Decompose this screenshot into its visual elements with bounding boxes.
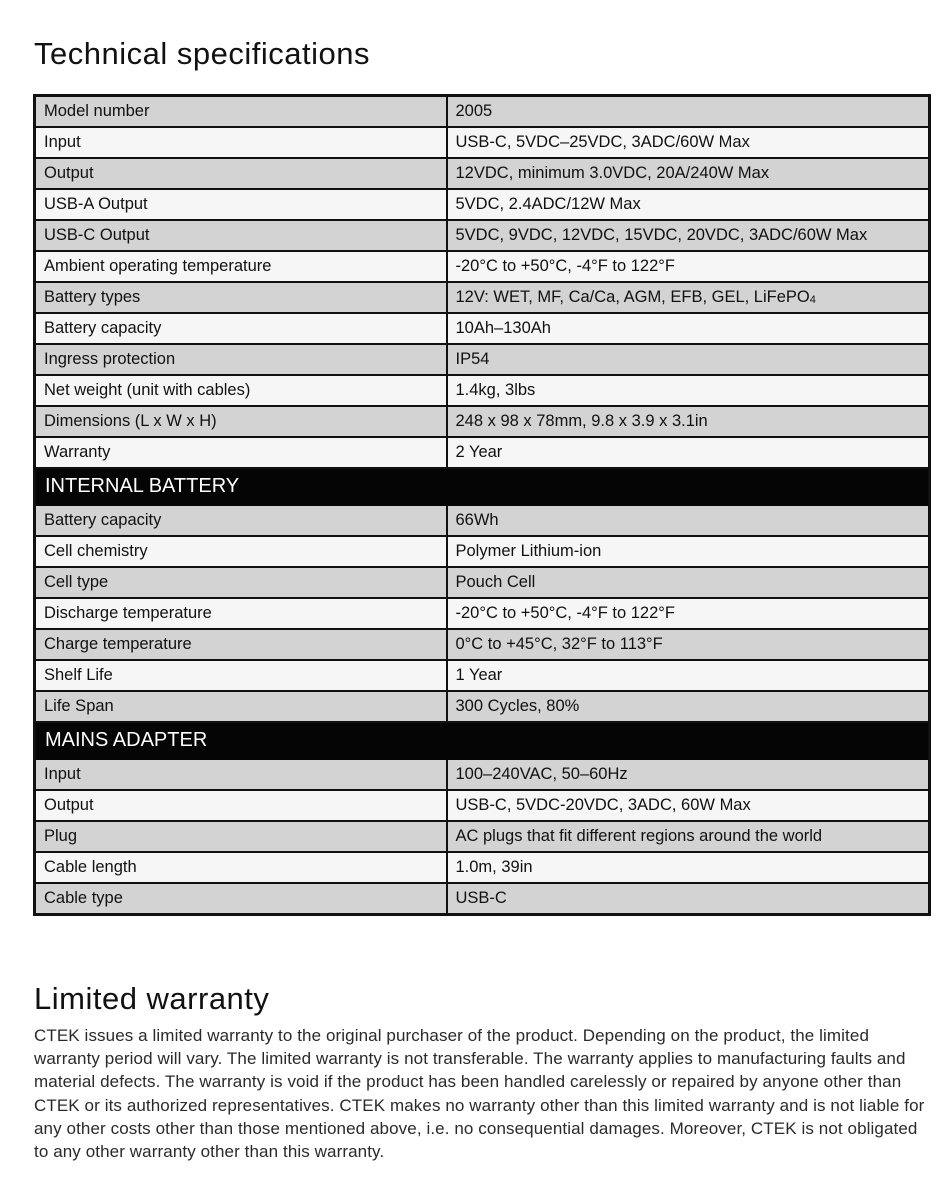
table-row (35, 189, 930, 220)
spec-value: 100–240VAC, 50–60Hz (447, 759, 930, 790)
table-row (35, 96, 930, 128)
spec-label: Warranty (35, 437, 447, 468)
table-row (35, 821, 930, 852)
page-title: Technical specifications (34, 36, 370, 71)
warranty-paragraph: CTEK issues a limited warranty to the original purchaser of the product. Depending on the product, the limited warranty period will vary. The limited warranty is not transferable. The warranty applies to manufacturing faults and material defects. The warranty is void if the product has been handled carelessly or repaired by anyone other than CTEK or its authorized representatives. CTEK makes no warranty other than this limited warranty and is not liable for any other costs other than those mentioned above, i.e. no consequential damages. Moreover, CTEK is not obligated to any other warranty other than this warranty. (34, 1026, 925, 1162)
spec-label: Ambient operating temperature (35, 251, 447, 282)
table-row (35, 220, 930, 251)
table-row (35, 251, 930, 282)
table-row (35, 759, 930, 790)
subscript-text: 4 (809, 294, 816, 306)
section-title: INTERNAL BATTERY (35, 468, 930, 505)
table-row (35, 790, 930, 821)
table-row (35, 127, 930, 158)
spec-label: Battery capacity (35, 505, 447, 536)
spec-value: -20°C to +50°C, -4°F to 122°F (447, 251, 930, 282)
spec-label: Battery capacity (35, 313, 447, 344)
table-row (35, 375, 930, 406)
spec-value: 12VDC, minimum 3.0VDC, 20A/240W Max (447, 158, 930, 189)
spec-table (33, 94, 931, 916)
table-row (35, 505, 930, 536)
spec-label: Net weight (unit with cables) (35, 375, 447, 406)
table-row (35, 313, 930, 344)
spec-value: 5VDC, 2.4ADC/12W Max (447, 189, 930, 220)
spec-label: USB-A Output (35, 189, 447, 220)
spec-label: Cell chemistry (35, 536, 447, 567)
spec-value: USB-C, 5VDC–25VDC, 3ADC/60W Max (447, 127, 930, 158)
spec-label: Input (35, 127, 447, 158)
table-row (35, 158, 930, 189)
warranty-title: Limited warranty (34, 981, 270, 1016)
spec-label: USB-C Output (35, 220, 447, 251)
spec-label: Battery types (35, 282, 447, 313)
spec-value: 1.4kg, 3lbs (447, 375, 930, 406)
spec-value: 2 Year (447, 437, 930, 468)
table-row (35, 598, 930, 629)
section-header-internal-battery (35, 468, 930, 505)
spec-value: Polymer Lithium-ion (447, 536, 930, 567)
spec-value: 1 Year (447, 660, 930, 691)
spec-table-body (35, 96, 930, 915)
spec-label: Cable type (35, 883, 447, 915)
spec-value: Pouch Cell (447, 567, 930, 598)
spec-value: 248 x 98 x 78mm, 9.8 x 3.9 x 3.1in (447, 406, 930, 437)
spec-value: 10Ah–130Ah (447, 313, 930, 344)
spec-label: Ingress protection (35, 344, 447, 375)
spec-value: 300 Cycles, 80% (447, 691, 930, 722)
spec-value: -20°C to +50°C, -4°F to 122°F (447, 598, 930, 629)
table-row (35, 691, 930, 722)
spec-label: Life Span (35, 691, 447, 722)
spec-label: Shelf Life (35, 660, 447, 691)
table-row (35, 437, 930, 468)
spec-label: Cell type (35, 567, 447, 598)
table-row (35, 344, 930, 375)
spec-label: Output (35, 158, 447, 189)
table-row (35, 567, 930, 598)
table-row (35, 883, 930, 915)
spec-label: Plug (35, 821, 447, 852)
spec-value: 1.0m, 39in (447, 852, 930, 883)
spec-label: Output (35, 790, 447, 821)
spec-value: 5VDC, 9VDC, 12VDC, 15VDC, 20VDC, 3ADC/60W Max (447, 220, 930, 251)
spec-value: USB-C (447, 883, 930, 915)
table-row (35, 852, 930, 883)
spec-value: 66Wh (447, 505, 930, 536)
table-row (35, 629, 930, 660)
spec-value (447, 282, 930, 313)
spec-value: 2005 (447, 96, 930, 128)
spec-value: AC plugs that fit different regions around the world (447, 821, 930, 852)
table-row (35, 282, 930, 313)
spec-value: IP54 (447, 344, 930, 375)
table-row (35, 406, 930, 437)
table-row (35, 536, 930, 567)
spec-label: Discharge temperature (35, 598, 447, 629)
spec-value-text: 12V: WET, MF, Ca/Ca, AGM, EFB, GEL, LiFePO (455, 288, 810, 306)
spec-value: 0°C to +45°C, 32°F to 113°F (447, 629, 930, 660)
section-header-mains-adapter (35, 722, 930, 759)
spec-label: Dimensions (L x W x H) (35, 406, 447, 437)
table-row (35, 660, 930, 691)
spec-label: Input (35, 759, 447, 790)
spec-label: Cable length (35, 852, 447, 883)
spec-label: Charge temperature (35, 629, 447, 660)
spec-value: USB-C, 5VDC-20VDC, 3ADC, 60W Max (447, 790, 930, 821)
section-title: MAINS ADAPTER (35, 722, 930, 759)
spec-label: Model number (35, 96, 447, 128)
